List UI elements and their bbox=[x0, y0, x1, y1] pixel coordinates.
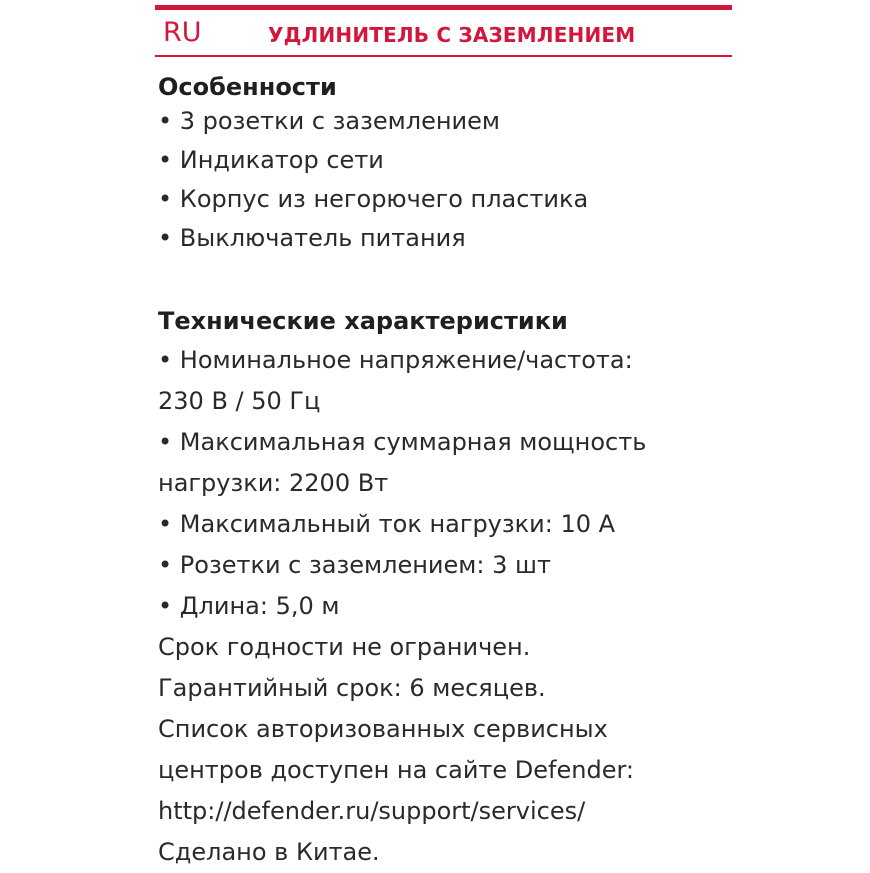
warranty-note: Гарантийный срок: 6 месяцев. bbox=[158, 674, 546, 702]
feature-item: • Выключатель питания bbox=[158, 224, 466, 252]
specs-heading: Технические характеристики bbox=[158, 307, 568, 335]
header-top-rule bbox=[155, 5, 732, 10]
language-code: RU bbox=[163, 17, 202, 48]
specs-section bbox=[158, 306, 758, 627]
spec-line: 230 В / 50 Гц bbox=[158, 387, 321, 415]
features-list bbox=[158, 102, 758, 258]
feature-item: • 3 розетки с заземлением bbox=[158, 107, 501, 135]
header-bar bbox=[155, 14, 732, 54]
made-in-note: Сделано в Китае. bbox=[158, 838, 380, 866]
spec-line: • Максимальная суммарная мощность bbox=[158, 428, 647, 456]
content bbox=[158, 72, 758, 873]
spec-line: • Длина: 5,0 м bbox=[158, 592, 340, 620]
service-centers-note: центров доступен на сайте Defender: bbox=[158, 756, 635, 784]
header-bottom-rule bbox=[155, 55, 732, 57]
feature-item: • Корпус из негорючего пластика bbox=[158, 185, 589, 213]
service-url: http://defender.ru/support/services/ bbox=[158, 797, 586, 825]
spec-line: • Максимальный ток нагрузки: 10 А bbox=[158, 510, 616, 538]
feature-item: • Индикатор сети bbox=[158, 146, 384, 174]
features-section bbox=[158, 72, 758, 258]
shelf-life-note: Срок годности не ограничен. bbox=[158, 633, 531, 661]
spec-line: • Номинальное напряжение/частота: bbox=[158, 346, 633, 374]
service-centers-note: Список авторизованных сервисных bbox=[158, 715, 608, 743]
spec-line: • Розетки с заземлением: 3 шт bbox=[158, 551, 551, 579]
notes-section bbox=[158, 627, 758, 873]
product-title: УДЛИНИТЕЛЬ С ЗАЗЕМЛЕНИЕМ bbox=[268, 23, 636, 47]
spec-line: нагрузки: 2200 Вт bbox=[158, 469, 389, 497]
features-heading: Особенности bbox=[158, 73, 337, 101]
